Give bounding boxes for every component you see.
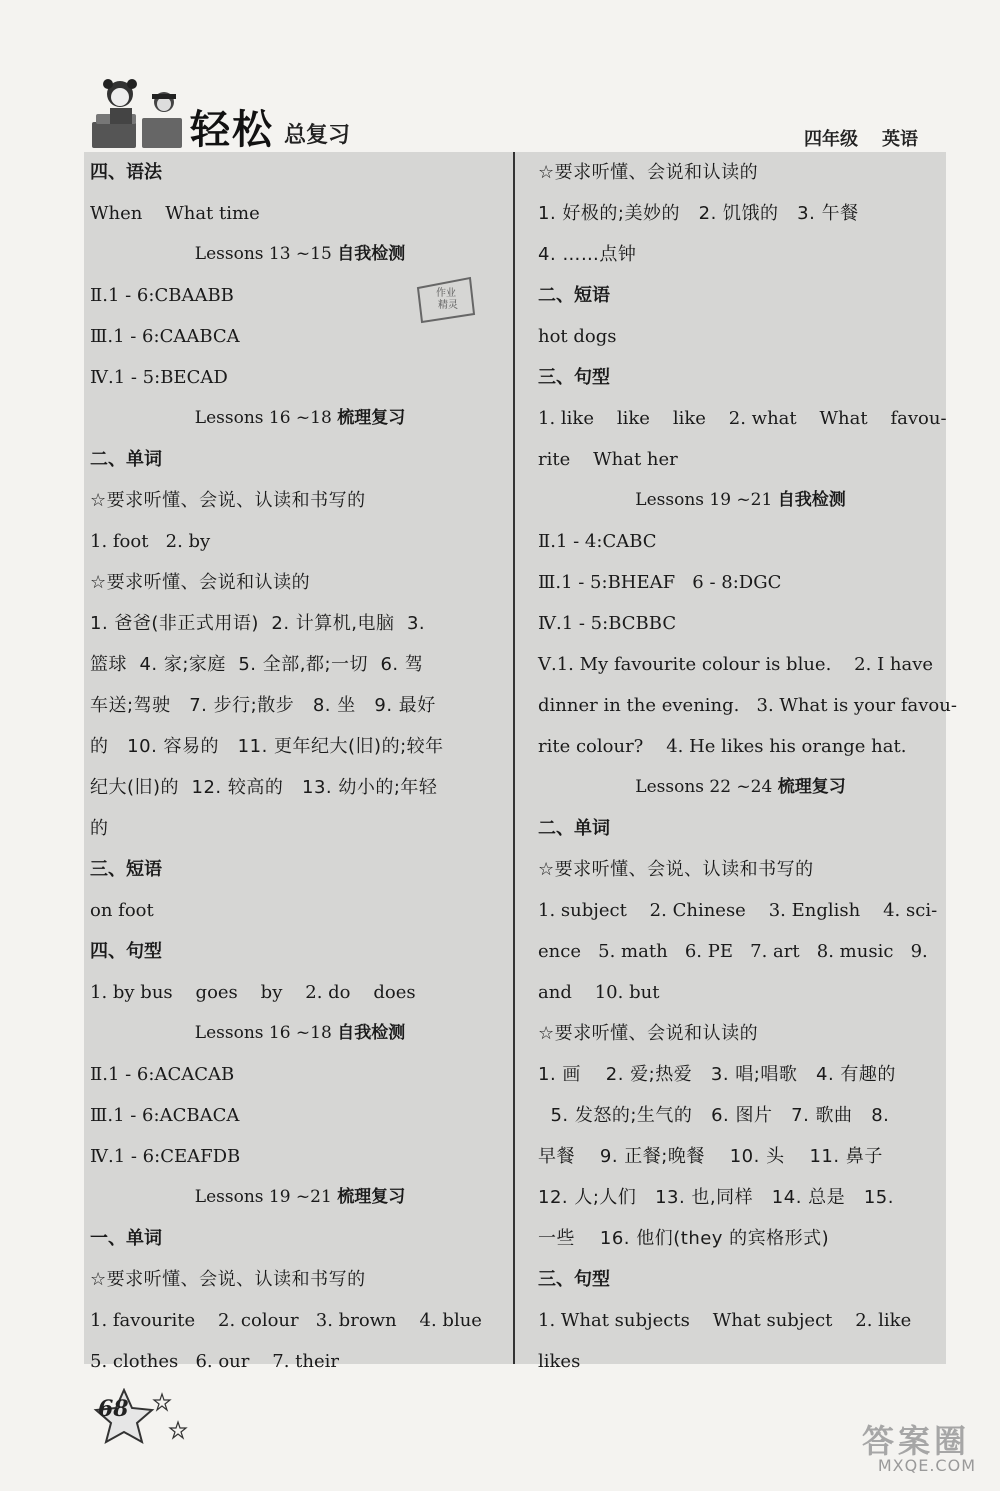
answer-line: ☆要求听懂、会说和认读的 xyxy=(538,162,759,183)
answer-line: Ⅳ.1 - 5:BCBBC xyxy=(538,613,677,634)
homework-stamp-icon xyxy=(414,274,478,324)
section-heading: 三、句型 xyxy=(538,367,610,388)
section-heading: 一、单词 xyxy=(90,1228,162,1249)
answer-line: 5. clothes 6. our 7. their xyxy=(90,1351,340,1372)
answer-line: Ⅳ.1 - 6:CEAFDB xyxy=(90,1146,241,1167)
answer-line: 4. ……点钟 xyxy=(538,244,637,265)
answer-line: hot dogs xyxy=(538,326,617,347)
answer-line: 1. foot 2. by xyxy=(90,531,211,552)
kids-reading-illustration-icon xyxy=(90,74,190,152)
page-header xyxy=(88,70,948,156)
answer-line: ☆要求听懂、会说、认读和书写的 xyxy=(90,490,366,511)
answer-line: 一些 16. 他们(they 的宾格形式) xyxy=(538,1228,830,1249)
answer-line: 的 xyxy=(90,818,109,839)
subject-label: 英语 xyxy=(882,129,918,150)
page-number: 68 xyxy=(98,1396,129,1422)
left-column xyxy=(90,152,510,1382)
section-heading: 二、单词 xyxy=(90,449,162,470)
grade-subject-label xyxy=(780,125,918,151)
answer-line: When What time xyxy=(90,203,260,224)
answer-line: likes xyxy=(538,1351,581,1372)
answer-line: and 10. but xyxy=(538,982,660,1003)
answer-line: ☆要求听懂、会说、认读和书写的 xyxy=(90,1269,366,1290)
answer-line: Ⅲ.1 - 6:ACBACA xyxy=(90,1105,240,1126)
answer-line: 1. 爸爸(非正式用语) 2. 计算机,电脑 3. xyxy=(90,613,426,634)
section-heading: 二、单词 xyxy=(538,818,610,839)
answer-line: 1. like like like 2. what What favou- xyxy=(538,408,947,429)
answer-line: 12. 人;人们 13. 也,同样 14. 总是 15. xyxy=(538,1187,894,1208)
section-heading: 四、语法 xyxy=(90,162,162,183)
right-column xyxy=(538,152,957,1382)
lesson-heading: Lessons 19 ~21 自我检测 xyxy=(635,490,846,510)
answer-line: 5. 发怒的;生气的 6. 图片 7. 歌曲 8. xyxy=(538,1105,890,1126)
book-subtitle: 总复习 xyxy=(284,123,351,148)
watermark-url: MXQE.COM xyxy=(877,1456,976,1475)
answer-line: 1. subject 2. Chinese 3. English 4. sci- xyxy=(538,900,938,921)
answer-line: rite What her xyxy=(538,449,678,470)
answer-line: ☆要求听懂、会说和认读的 xyxy=(538,1023,759,1044)
answer-line: 1. by bus goes by 2. do does xyxy=(90,982,416,1003)
section-heading: 三、句型 xyxy=(538,1269,610,1290)
answer-line: dinner in the evening. 3. What is your favou- xyxy=(538,695,957,716)
lesson-heading: Lessons 16 ~18 梳理复习 xyxy=(194,408,406,428)
answer-line: 早餐 9. 正餐;晚餐 10. 头 11. 鼻子 xyxy=(538,1146,883,1167)
column-divider xyxy=(513,152,515,1364)
book-title: 轻松 xyxy=(190,107,274,153)
answer-line: rite colour? 4. He likes his orange hat. xyxy=(538,736,907,757)
section-heading: 四、句型 xyxy=(90,941,162,962)
answer-line: Ⅱ.1 - 4:CABC xyxy=(538,531,657,552)
small-stars-icon xyxy=(150,1392,190,1442)
answer-line: ☆要求听懂、会说、认读和书写的 xyxy=(538,859,814,880)
answer-line: on foot xyxy=(90,900,154,921)
answer-line: 1. What subjects What subject 2. like xyxy=(538,1310,912,1331)
lesson-heading: Lessons 16 ~18 自我检测 xyxy=(194,1023,406,1043)
answer-line: 车送;驾驶 7. 步行;散步 8. 坐 9. 最好 xyxy=(90,695,436,716)
grade-label: 四年级 xyxy=(804,129,858,150)
answer-line: 纪大(旧)的 12. 较高的 13. 幼小的;年轻 xyxy=(90,777,438,798)
answer-line: Ⅲ.1 - 6:CAABCA xyxy=(90,326,240,347)
lesson-heading: Lessons 22 ~24 梳理复习 xyxy=(635,777,846,797)
answer-line: 的 10. 容易的 11. 更年纪大(旧)的;较年 xyxy=(90,736,444,757)
answer-line: 1. favourite 2. colour 3. brown 4. blue xyxy=(90,1310,482,1331)
section-heading: 二、短语 xyxy=(538,285,610,306)
answer-line: Ⅴ.1. My favourite colour is blue. 2. I have xyxy=(538,654,934,675)
answer-line: 1. 好极的;美妙的 2. 饥饿的 3. 午餐 xyxy=(538,203,859,224)
answer-line: 篮球 4. 家;家庭 5. 全部,都;一切 6. 驾 xyxy=(90,654,424,675)
answer-line: 1. 画 2. 爱;热爱 3. 唱;唱歌 4. 有趣的 xyxy=(538,1064,896,1085)
section-heading: 三、短语 xyxy=(90,859,162,880)
answer-line: ☆要求听懂、会说和认读的 xyxy=(90,572,311,593)
answer-line: Ⅲ.1 - 5:BHEAF 6 - 8:DGC xyxy=(538,572,782,593)
answer-line: ence 5. math 6. PE 7. art 8. music 9. xyxy=(538,941,928,962)
answer-line: Ⅱ.1 - 6:ACACAB xyxy=(90,1064,235,1085)
stamp-line1: 作业 xyxy=(436,288,456,299)
lesson-heading: Lessons 19 ~21 梳理复习 xyxy=(194,1187,406,1207)
stamp-line2: 精灵 xyxy=(438,300,458,311)
watermark-logo: 答案圈 xyxy=(861,1422,970,1460)
lesson-heading: Lessons 13 ~15 自我检测 xyxy=(194,244,406,264)
answer-line: Ⅳ.1 - 5:BECAD xyxy=(90,367,228,388)
answer-line: Ⅱ.1 - 6:CBAABB xyxy=(90,285,234,306)
